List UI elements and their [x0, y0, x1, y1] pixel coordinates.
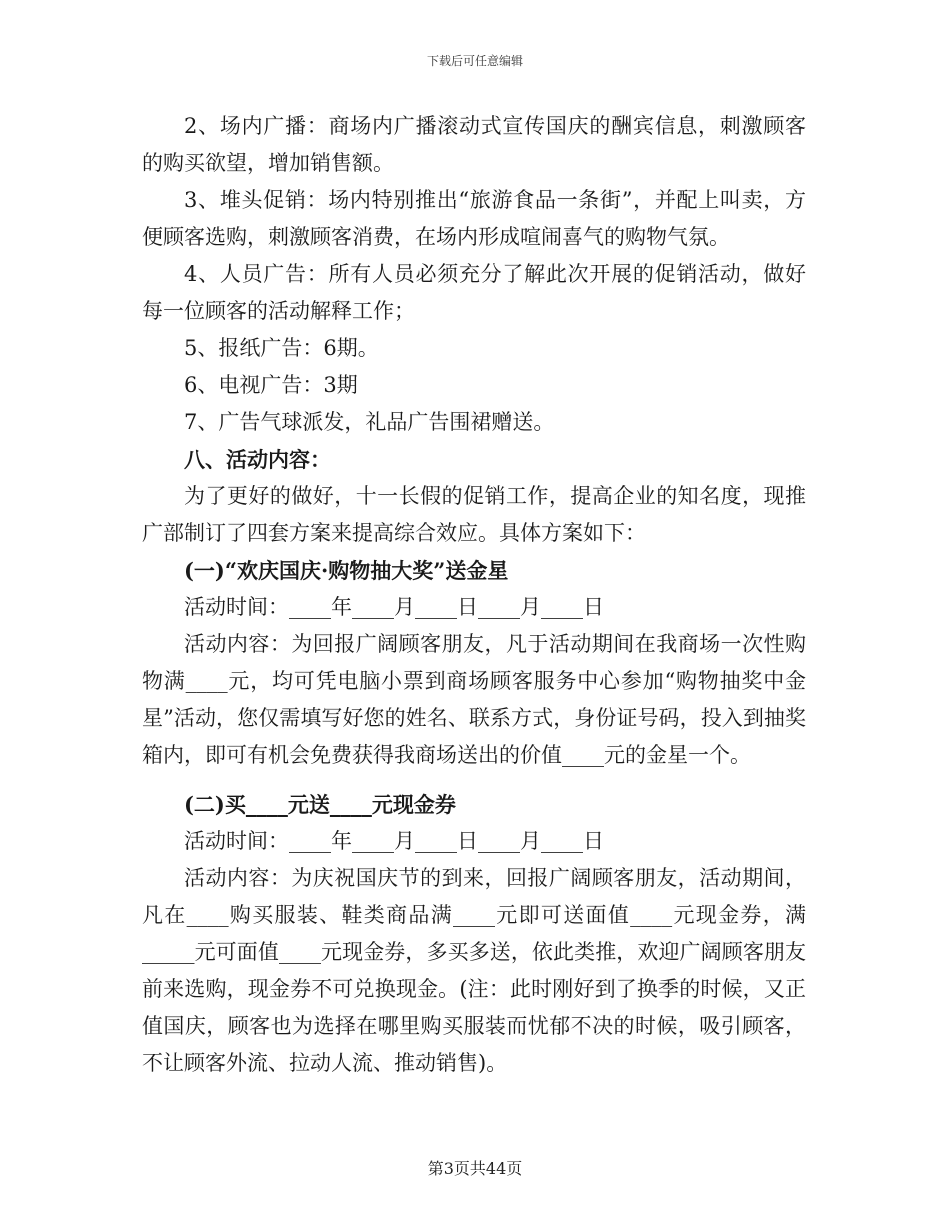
page-footer: 第3页共44页: [427, 1159, 523, 1178]
section-heading-activity-content: 八、活动内容：: [184, 447, 331, 472]
paragraph-newspaper-ads: 5、报纸广告：6期。: [184, 336, 379, 360]
spacer: [142, 774, 806, 786]
subheading-plan-two: (二)买____元送____元现金券: [184, 792, 456, 817]
paragraph-broadcast: 2、场内广播：商场内广播滚动式宣传国庆的酬宾信息，刺激顾客的购买欲望，增加销售额。: [142, 114, 806, 175]
paragraph-balloons: 7、广告气球派发，礼品广告围裙赠送。: [184, 410, 555, 434]
paragraph-stack-promotion: 3、堆头促销：场内特别推出“旅游食品一条街”，并配上叫卖，方便顾客选购，刺激顾客消费，在场内形成喧闹喜气的购物气氛。: [142, 188, 806, 249]
paragraph-plan-two-time: 活动时间：____年____月____日____月____日: [184, 829, 604, 853]
page-header: 下载后可任意编辑: [426, 54, 523, 68]
paragraph-tv-ads: 6、电视广告：3期: [184, 373, 358, 397]
paragraph-plan-one-content: 活动内容：为回报广阔顾客朋友，凡于活动期间在我商场一次性购物满____元，均可凭电脑小票到商场顾客服务中心参加“购物抽奖中金星”活动，您仅需填写好您的姓名、联系方式，身份证号码，投入到抽奖箱内，即可有机会免费获得我商场送出的价值____元的金星一个。: [142, 632, 806, 767]
paragraph-plan-two-content: 活动内容：为庆祝国庆节的到来，回报广阔顾客朋友，活动期间，凡在____购买服装、鞋类商品满____元即可送面值____元现金券，满_____元可面值____元现金券，多买多送，依此类推，欢迎广阔顾客朋友前来选购，现金券不可兑换现金。(注：此时刚好到了换季的时候，又正值国庆，顾客也为选择在哪里购买服装而忧郁不决的时候，吸引顾客，不让顾客外流、拉动人流、推动销售)。: [142, 866, 806, 1075]
paragraph-intro: 为了更好的做好，十一长假的促销工作，提高企业的知名度，现推广部制订了四套方案来提高综合效应。具体方案如下：: [142, 484, 806, 545]
subheading-plan-one: (一)“欢庆国庆·购物抽大奖”送金星: [184, 558, 509, 583]
document-body: [142, 108, 806, 1082]
paragraph-staff-ads: 4、人员广告：所有人员必须充分了解此次开展的促销活动，做好每一位顾客的活动解释工作；: [142, 262, 806, 323]
paragraph-plan-one-time: 活动时间：____年____月____日____月____日: [184, 595, 604, 619]
